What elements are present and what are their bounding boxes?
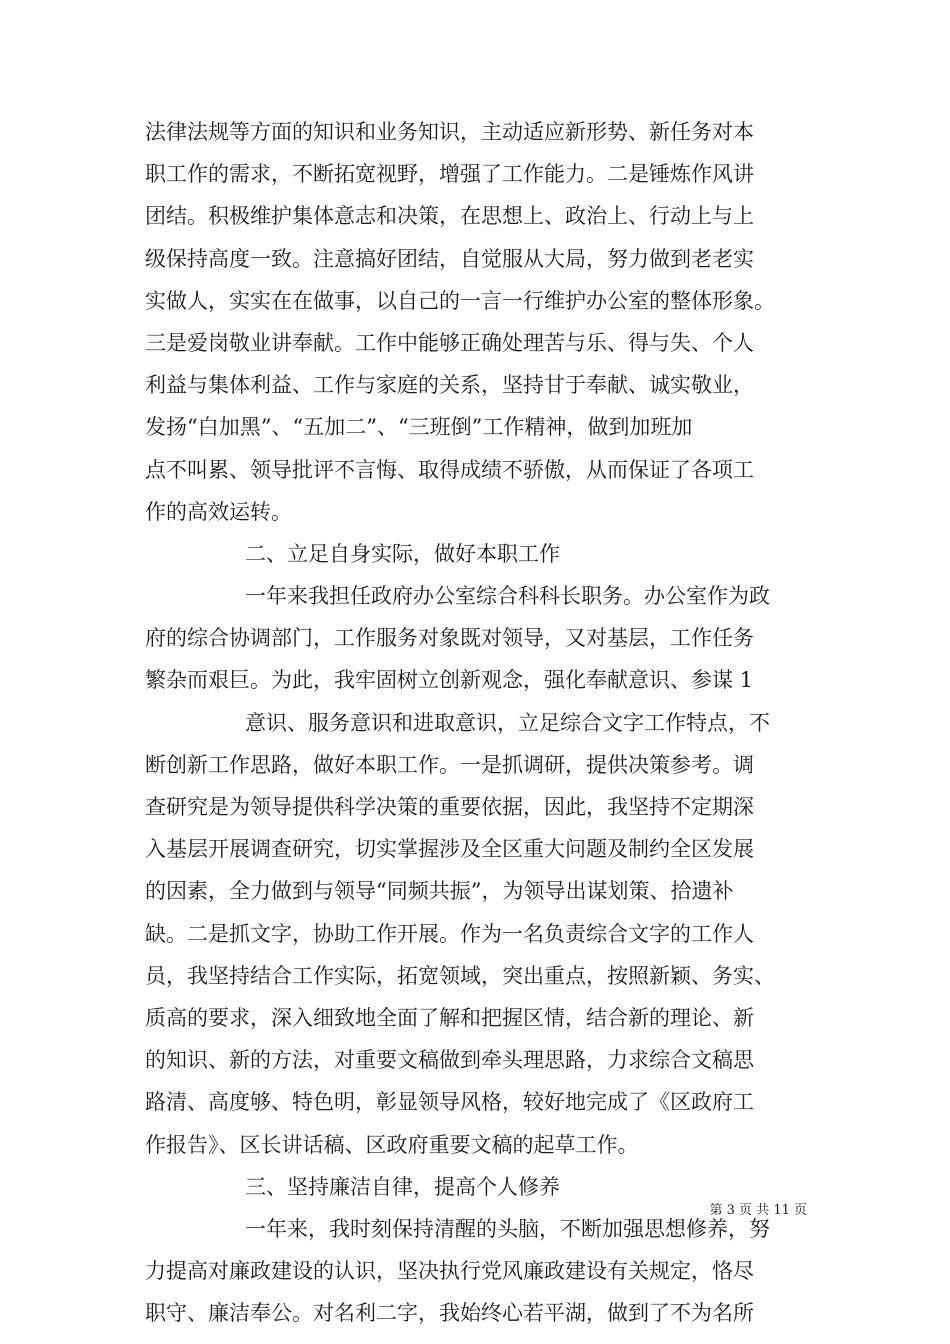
text-line: 一年来我担任政府办公室综合科科长职务。办公室作为政 [245,584,770,609]
text-line: 意识、服务意识和进取意识，立足综合文字工作特点，不 [245,710,770,735]
text-line: 断创新工作思路，做好本职工作。一是抓调研，提供决策参考。调 [145,752,754,777]
text-line: 繁杂而艰巨。为此，我牢固树立创新观念，强化奉献意识、参谋 1 [145,668,754,693]
text-line: 职守、廉洁奉公。对名利二字，我始终心若平湖，做到了不为名所 [145,1301,754,1326]
text-line: 点不叫累、领导批评不言悔、取得成绩不骄傲，从而保证了各项工 [145,457,754,482]
text-line: 查研究是为领导提供科学决策的重要依据，因此，我坚持不定期深 [145,795,754,819]
text-line: 法律法规等方面的知识和业务知识，主动适应新形势、新任务对本 [145,120,754,144]
text-line: 级保持高度一致。注意搞好团结，自觉服从大局，努力做到老老实 [145,246,754,271]
text-line: 质高的要求，深入细致地全面了解和把握区情，结合新的理论、新 [145,1005,754,1030]
text-line: 员，我坚持结合工作实际，拓宽领域，突出重点，按照新颖、务实、 [145,963,775,988]
text-line: 入基层开展调查研究，切实掌握涉及全区重大问题及制约全区发展 [145,837,754,862]
body-text [145,111,825,1334]
text-line: 发扬“白加黑”、“五加二”、“三班倒”工作精神，做到加班加 [145,415,693,440]
text-line: 力提高对廉政建设的认识，坚决执行党风廉政建设有关规定，恪尽 [145,1259,754,1284]
text-line: 作报告》、区长讲话稿、区政府重要文稿的起草工作。 [145,1132,639,1157]
text-line: 二、立足自身实际，做好本职工作 [245,541,560,566]
text-line: 职工作的需求，不断拓宽视野，增强了工作能力。二是锤炼作风讲 [145,162,754,187]
text-line: 团结。积极维护集体意志和决策，在思想上、政治上、行动上与上 [145,204,754,229]
text-line: 一年来，我时刻保持清醒的头脑，不断加强思想修养，努 [245,1216,770,1241]
text-line: 缺。二是抓文字，协助工作开展。作为一名负责综合文字的工作人 [145,921,754,946]
text-line: 实做人，实实在在做事，以自己的一言一行维护办公室的整体形象。 [145,288,775,313]
text-line: 的知识、新的方法，对重要文稿做到牵头理思路，力求综合文稿思 [145,1048,754,1073]
text-line: 府的综合协调部门，工作服务对象既对领导，又对基层，工作任务 [145,626,754,651]
text-line: 作的高效运转。 [145,499,292,524]
text-line: 路清、高度够、特色明，彰显领导风格，较好地完成了《区政府工 [145,1090,754,1115]
text-line: 三是爱岗敬业讲奉献。工作中能够正确处理苦与乐、得与失、个人 [145,330,754,355]
page-number-footer: 第 3 页 共 11 页 [709,1203,807,1218]
text-line: 三、坚持廉洁自律，提高个人修养 [245,1174,560,1199]
text-line: 的因素，全力做到与领导“同频共振”，为领导出谋划策、拾遗补 [145,879,734,904]
text-line: 利益与集体利益、工作与家庭的关系，坚持甘于奉献、诚实敬业， [145,373,754,398]
